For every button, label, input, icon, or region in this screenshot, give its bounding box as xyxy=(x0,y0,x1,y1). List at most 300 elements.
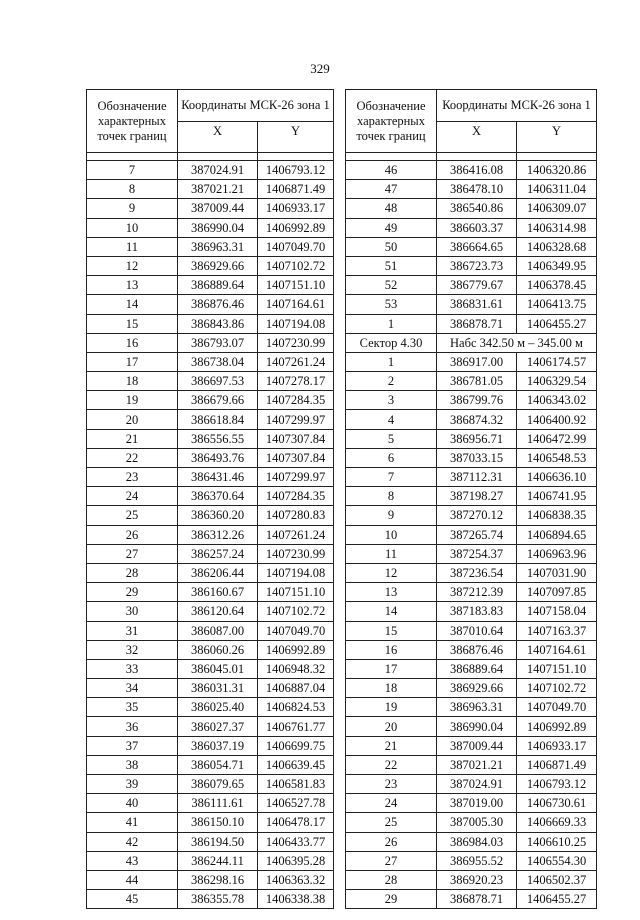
x-coordinate-cell: 387254.37 xyxy=(437,544,517,563)
point-id-cell: 4 xyxy=(346,410,437,429)
x-coordinate-cell: 386120.64 xyxy=(178,602,258,621)
y-coordinate-cell: 1406349.95 xyxy=(517,256,597,275)
table-row xyxy=(346,775,597,794)
y-coordinate-cell: 1406824.53 xyxy=(258,698,334,717)
table-row xyxy=(346,372,597,391)
y-coordinate-cell: 1406992.89 xyxy=(258,640,334,659)
point-id-cell: 42 xyxy=(87,832,178,851)
x-coordinate-cell: 386370.64 xyxy=(178,487,258,506)
table-row xyxy=(346,429,597,448)
point-id-cell: 53 xyxy=(346,295,437,314)
point-id-cell: 1 xyxy=(346,314,437,333)
y-coordinate-cell: 1407102.72 xyxy=(258,602,334,621)
table-row xyxy=(346,256,597,275)
y-coordinate-cell: 1406581.83 xyxy=(258,775,334,794)
point-id-cell: 3 xyxy=(346,391,437,410)
point-id-cell: 2 xyxy=(346,372,437,391)
table-row xyxy=(346,583,597,602)
point-id-cell: 38 xyxy=(87,755,178,774)
x-coordinate-cell: 387236.54 xyxy=(437,563,517,582)
point-id-cell: 11 xyxy=(87,237,178,256)
x-coordinate-cell: 386244.11 xyxy=(178,851,258,870)
x-coordinate-cell: 386257.24 xyxy=(178,544,258,563)
point-id-cell: 5 xyxy=(346,429,437,448)
table-row xyxy=(87,448,334,467)
y-coordinate-cell: 1406329.54 xyxy=(517,372,597,391)
y-coordinate-cell: 1407307.84 xyxy=(258,448,334,467)
x-coordinate-cell: 386618.84 xyxy=(178,410,258,429)
y-coordinate-cell: 1407151.10 xyxy=(258,583,334,602)
table-row xyxy=(87,563,334,582)
point-id-cell: 52 xyxy=(346,276,437,295)
table-row xyxy=(346,794,597,813)
x-coordinate-cell: 386194.50 xyxy=(178,832,258,851)
table-row xyxy=(346,698,597,717)
y-coordinate-cell: 1406730.61 xyxy=(517,794,597,813)
point-id-cell: 44 xyxy=(87,870,178,889)
x-coordinate-cell: 386929.66 xyxy=(178,256,258,275)
y-coordinate-cell: 1406314.98 xyxy=(517,218,597,237)
x-coordinate-cell: 386889.64 xyxy=(178,276,258,295)
y-coordinate-cell: 1406328.68 xyxy=(517,237,597,256)
y-coordinate-cell: 1406741.95 xyxy=(517,487,597,506)
x-coordinate-cell: 386889.64 xyxy=(437,659,517,678)
x-coordinate-cell: 386876.46 xyxy=(437,640,517,659)
table-body-right xyxy=(346,153,597,909)
x-coordinate-cell: 386929.66 xyxy=(437,679,517,698)
table-row xyxy=(87,410,334,429)
point-id-cell: 17 xyxy=(87,352,178,371)
x-coordinate-cell: 386963.31 xyxy=(178,237,258,256)
table-row xyxy=(346,736,597,755)
table-row xyxy=(87,813,334,832)
y-coordinate-cell: 1406933.17 xyxy=(258,199,334,218)
point-id-cell: 19 xyxy=(87,391,178,410)
header-y: Y xyxy=(517,122,597,153)
header-y: Y xyxy=(258,122,334,153)
table-row xyxy=(87,659,334,678)
x-coordinate-cell: 387212.39 xyxy=(437,583,517,602)
table-row xyxy=(346,333,597,352)
point-id-cell: 6 xyxy=(346,448,437,467)
y-coordinate-cell: 1407163.37 xyxy=(517,621,597,640)
point-id-cell: Сектор 4.30 xyxy=(346,333,437,352)
point-id-cell: 16 xyxy=(87,333,178,352)
table-row xyxy=(87,218,334,237)
table-row xyxy=(87,775,334,794)
y-coordinate-cell: 1406871.49 xyxy=(517,755,597,774)
point-id-cell: 10 xyxy=(346,525,437,544)
point-id-cell: 36 xyxy=(87,717,178,736)
table-row xyxy=(346,295,597,314)
y-coordinate-cell: 1406699.75 xyxy=(258,736,334,755)
x-coordinate-cell: 386664.65 xyxy=(437,237,517,256)
table-row xyxy=(87,698,334,717)
point-id-cell: 17 xyxy=(346,659,437,678)
page-number: 329 xyxy=(310,61,330,76)
table-row xyxy=(87,544,334,563)
point-id-cell: 25 xyxy=(346,813,437,832)
table-row xyxy=(346,468,597,487)
table-row xyxy=(346,237,597,256)
point-id-cell: 37 xyxy=(87,736,178,755)
table-row xyxy=(346,525,597,544)
point-id-cell: 9 xyxy=(87,199,178,218)
y-coordinate-cell: 1407164.61 xyxy=(258,295,334,314)
table-row xyxy=(87,391,334,410)
y-coordinate-cell: 1406343.02 xyxy=(517,391,597,410)
x-coordinate-cell: 386160.67 xyxy=(178,583,258,602)
point-id-cell: 18 xyxy=(346,679,437,698)
point-id-cell: 27 xyxy=(346,851,437,870)
table-row xyxy=(346,717,597,736)
table-row xyxy=(87,487,334,506)
header-point-label: Обозначение характерных точек границ xyxy=(346,90,437,153)
x-coordinate-cell: 386779.67 xyxy=(437,276,517,295)
point-id-cell: 7 xyxy=(346,468,437,487)
point-id-cell: 13 xyxy=(346,583,437,602)
y-coordinate-cell: 1406761.77 xyxy=(258,717,334,736)
y-coordinate-cell: 1407261.24 xyxy=(258,352,334,371)
point-id-cell: 27 xyxy=(87,544,178,563)
point-id-cell: 1 xyxy=(346,352,437,371)
table-row xyxy=(346,659,597,678)
x-coordinate-cell: 386876.46 xyxy=(178,295,258,314)
point-id-cell: 21 xyxy=(87,429,178,448)
table-row xyxy=(87,679,334,698)
table-row xyxy=(346,679,597,698)
x-coordinate-cell: 386955.52 xyxy=(437,851,517,870)
table-row xyxy=(87,199,334,218)
y-coordinate-cell: 1406455.27 xyxy=(517,314,597,333)
spacer-row xyxy=(346,153,597,161)
coordinates-table-right xyxy=(345,89,597,909)
table-row xyxy=(87,640,334,659)
point-id-cell: 12 xyxy=(346,563,437,582)
point-id-cell: 46 xyxy=(346,161,437,180)
table-row xyxy=(346,832,597,851)
x-coordinate-cell: 386990.04 xyxy=(178,218,258,237)
y-coordinate-cell: 1406413.75 xyxy=(517,295,597,314)
y-coordinate-cell: 1407284.35 xyxy=(258,487,334,506)
x-coordinate-cell: 386431.46 xyxy=(178,468,258,487)
point-id-cell: 39 xyxy=(87,775,178,794)
point-id-cell: 26 xyxy=(87,525,178,544)
point-id-cell: 14 xyxy=(346,602,437,621)
x-coordinate-cell: 387112.31 xyxy=(437,468,517,487)
table-row xyxy=(87,621,334,640)
y-coordinate-cell: 1406455.27 xyxy=(517,890,597,909)
y-coordinate-cell: 1406174.57 xyxy=(517,352,597,371)
point-id-cell: 21 xyxy=(346,736,437,755)
x-coordinate-cell: 386874.32 xyxy=(437,410,517,429)
x-coordinate-cell: 386556.55 xyxy=(178,429,258,448)
y-coordinate-cell: 1406400.92 xyxy=(517,410,597,429)
x-coordinate-cell: 386060.26 xyxy=(178,640,258,659)
table-row xyxy=(346,602,597,621)
x-coordinate-cell: 387021.21 xyxy=(437,755,517,774)
y-coordinate-cell: 1407299.97 xyxy=(258,410,334,429)
x-coordinate-cell: 386679.66 xyxy=(178,391,258,410)
y-coordinate-cell: 1406363.32 xyxy=(258,870,334,889)
point-id-cell: 22 xyxy=(87,448,178,467)
table-row xyxy=(346,410,597,429)
y-coordinate-cell: 1407307.84 xyxy=(258,429,334,448)
x-coordinate-cell: 386540.86 xyxy=(437,199,517,218)
y-coordinate-cell: 1407299.97 xyxy=(258,468,334,487)
x-coordinate-cell: 387024.91 xyxy=(178,161,258,180)
elevation-range-cell: Набс 342.50 м – 345.00 м xyxy=(437,333,597,352)
x-coordinate-cell: 387033.15 xyxy=(437,448,517,467)
x-coordinate-cell: 386984.03 xyxy=(437,832,517,851)
y-coordinate-cell: 1407278.17 xyxy=(258,372,334,391)
table-row xyxy=(87,372,334,391)
y-coordinate-cell: 1406887.04 xyxy=(258,679,334,698)
y-coordinate-cell: 1407284.35 xyxy=(258,391,334,410)
x-coordinate-cell: 387198.27 xyxy=(437,487,517,506)
x-coordinate-cell: 386956.71 xyxy=(437,429,517,448)
header-point-label: Обозначение характерных точек границ xyxy=(87,90,178,153)
x-coordinate-cell: 386150.10 xyxy=(178,813,258,832)
point-id-cell: 33 xyxy=(87,659,178,678)
point-id-cell: 18 xyxy=(87,372,178,391)
x-coordinate-cell: 386843.86 xyxy=(178,314,258,333)
y-coordinate-cell: 1407158.04 xyxy=(517,602,597,621)
table-row xyxy=(87,276,334,295)
y-coordinate-cell: 1406548.53 xyxy=(517,448,597,467)
x-coordinate-cell: 386831.61 xyxy=(437,295,517,314)
table-row xyxy=(346,391,597,410)
y-coordinate-cell: 1407280.83 xyxy=(258,506,334,525)
spacer-row xyxy=(87,153,334,161)
table-row xyxy=(87,525,334,544)
x-coordinate-cell: 386045.01 xyxy=(178,659,258,678)
point-id-cell: 20 xyxy=(87,410,178,429)
point-id-cell: 16 xyxy=(346,640,437,659)
table-row xyxy=(87,468,334,487)
x-coordinate-cell: 386963.31 xyxy=(437,698,517,717)
x-coordinate-cell: 386697.53 xyxy=(178,372,258,391)
table-row xyxy=(87,314,334,333)
table-row xyxy=(87,583,334,602)
table-row xyxy=(87,333,334,352)
table-row xyxy=(87,755,334,774)
header-coords-label: Координаты МСК-26 зона 1 xyxy=(178,90,334,122)
point-id-cell: 35 xyxy=(87,698,178,717)
y-coordinate-cell: 1406502.37 xyxy=(517,870,597,889)
x-coordinate-cell: 386781.05 xyxy=(437,372,517,391)
x-coordinate-cell: 386054.71 xyxy=(178,755,258,774)
table-body-left xyxy=(87,153,334,909)
x-coordinate-cell: 386312.26 xyxy=(178,525,258,544)
x-coordinate-cell: 386793.07 xyxy=(178,333,258,352)
table-row xyxy=(346,544,597,563)
point-id-cell: 29 xyxy=(87,583,178,602)
y-coordinate-cell: 1406338.38 xyxy=(258,890,334,909)
x-coordinate-cell: 387021.21 xyxy=(178,180,258,199)
y-coordinate-cell: 1406378.45 xyxy=(517,276,597,295)
x-coordinate-cell: 387010.64 xyxy=(437,621,517,640)
point-id-cell: 23 xyxy=(346,775,437,794)
y-coordinate-cell: 1406992.89 xyxy=(258,218,334,237)
x-coordinate-cell: 386878.71 xyxy=(437,890,517,909)
y-coordinate-cell: 1407097.85 xyxy=(517,583,597,602)
y-coordinate-cell: 1407102.72 xyxy=(258,256,334,275)
point-id-cell: 7 xyxy=(87,161,178,180)
point-id-cell: 24 xyxy=(346,794,437,813)
x-coordinate-cell: 386493.76 xyxy=(178,448,258,467)
point-id-cell: 47 xyxy=(346,180,437,199)
table-row xyxy=(87,352,334,371)
table-row xyxy=(87,237,334,256)
table-row xyxy=(346,487,597,506)
x-coordinate-cell: 386990.04 xyxy=(437,717,517,736)
table-row xyxy=(346,813,597,832)
y-coordinate-cell: 1407164.61 xyxy=(517,640,597,659)
x-coordinate-cell: 386878.71 xyxy=(437,314,517,333)
x-coordinate-cell: 387009.44 xyxy=(437,736,517,755)
point-id-cell: 32 xyxy=(87,640,178,659)
table-row xyxy=(87,794,334,813)
point-id-cell: 49 xyxy=(346,218,437,237)
table-row xyxy=(87,256,334,275)
point-id-cell: 20 xyxy=(346,717,437,736)
x-coordinate-cell: 386416.08 xyxy=(437,161,517,180)
point-id-cell: 13 xyxy=(87,276,178,295)
y-coordinate-cell: 1406838.35 xyxy=(517,506,597,525)
point-id-cell: 45 xyxy=(87,890,178,909)
table-row xyxy=(346,621,597,640)
table-row xyxy=(87,602,334,621)
x-coordinate-cell: 386723.73 xyxy=(437,256,517,275)
y-coordinate-cell: 1406933.17 xyxy=(517,736,597,755)
y-coordinate-cell: 1407151.10 xyxy=(258,276,334,295)
y-coordinate-cell: 1407049.70 xyxy=(517,698,597,717)
x-coordinate-cell: 386206.44 xyxy=(178,563,258,582)
y-coordinate-cell: 1406636.10 xyxy=(517,468,597,487)
table-row xyxy=(346,352,597,371)
point-id-cell: 11 xyxy=(346,544,437,563)
table-row xyxy=(87,736,334,755)
point-id-cell: 41 xyxy=(87,813,178,832)
x-coordinate-cell: 387183.83 xyxy=(437,602,517,621)
y-coordinate-cell: 1406527.78 xyxy=(258,794,334,813)
point-id-cell: 28 xyxy=(87,563,178,582)
point-id-cell: 10 xyxy=(87,218,178,237)
header-coords-label: Координаты МСК-26 зона 1 xyxy=(437,90,597,122)
y-coordinate-cell: 1406610.25 xyxy=(517,832,597,851)
x-coordinate-cell: 386360.20 xyxy=(178,506,258,525)
y-coordinate-cell: 1407230.99 xyxy=(258,333,334,352)
y-coordinate-cell: 1406963.96 xyxy=(517,544,597,563)
y-coordinate-cell: 1407194.08 xyxy=(258,563,334,582)
y-coordinate-cell: 1406478.17 xyxy=(258,813,334,832)
point-id-cell: 34 xyxy=(87,679,178,698)
point-id-cell: 51 xyxy=(346,256,437,275)
table-row xyxy=(346,870,597,889)
y-coordinate-cell: 1407151.10 xyxy=(517,659,597,678)
x-coordinate-cell: 386087.00 xyxy=(178,621,258,640)
table-row xyxy=(87,161,334,180)
point-id-cell: 28 xyxy=(346,870,437,889)
x-coordinate-cell: 386920.23 xyxy=(437,870,517,889)
point-id-cell: 14 xyxy=(87,295,178,314)
x-coordinate-cell: 386025.40 xyxy=(178,698,258,717)
table-row xyxy=(346,851,597,870)
point-id-cell: 12 xyxy=(87,256,178,275)
x-coordinate-cell: 387019.00 xyxy=(437,794,517,813)
y-coordinate-cell: 1406871.49 xyxy=(258,180,334,199)
point-id-cell: 40 xyxy=(87,794,178,813)
table-row xyxy=(87,717,334,736)
x-coordinate-cell: 386478.10 xyxy=(437,180,517,199)
x-coordinate-cell: 386603.37 xyxy=(437,218,517,237)
y-coordinate-cell: 1406554.30 xyxy=(517,851,597,870)
point-id-cell: 19 xyxy=(346,698,437,717)
table-row xyxy=(87,295,334,314)
coordinates-table-left xyxy=(86,89,334,909)
x-coordinate-cell: 386037.19 xyxy=(178,736,258,755)
table-row xyxy=(346,506,597,525)
x-coordinate-cell: 386799.76 xyxy=(437,391,517,410)
y-coordinate-cell: 1406639.45 xyxy=(258,755,334,774)
table-row xyxy=(346,890,597,909)
table-row xyxy=(346,199,597,218)
table-row xyxy=(87,851,334,870)
point-id-cell: 8 xyxy=(346,487,437,506)
x-coordinate-cell: 386111.61 xyxy=(178,794,258,813)
x-coordinate-cell: 386298.16 xyxy=(178,870,258,889)
point-id-cell: 25 xyxy=(87,506,178,525)
table-row xyxy=(346,218,597,237)
y-coordinate-cell: 1407049.70 xyxy=(258,237,334,256)
table-row xyxy=(346,314,597,333)
y-coordinate-cell: 1407031.90 xyxy=(517,563,597,582)
x-coordinate-cell: 387009.44 xyxy=(178,199,258,218)
x-coordinate-cell: 387265.74 xyxy=(437,525,517,544)
y-coordinate-cell: 1406309.07 xyxy=(517,199,597,218)
y-coordinate-cell: 1406472.99 xyxy=(517,429,597,448)
header-x: X xyxy=(178,122,258,153)
y-coordinate-cell: 1406793.12 xyxy=(258,161,334,180)
table-row xyxy=(87,180,334,199)
x-coordinate-cell: 387005.30 xyxy=(437,813,517,832)
y-coordinate-cell: 1406320.86 xyxy=(517,161,597,180)
y-coordinate-cell: 1406311.04 xyxy=(517,180,597,199)
y-coordinate-cell: 1407194.08 xyxy=(258,314,334,333)
point-id-cell: 48 xyxy=(346,199,437,218)
point-id-cell: 15 xyxy=(346,621,437,640)
y-coordinate-cell: 1407261.24 xyxy=(258,525,334,544)
point-id-cell: 29 xyxy=(346,890,437,909)
x-coordinate-cell: 386917.00 xyxy=(437,352,517,371)
table-row xyxy=(87,832,334,851)
point-id-cell: 43 xyxy=(87,851,178,870)
point-id-cell: 15 xyxy=(87,314,178,333)
point-id-cell: 23 xyxy=(87,468,178,487)
table-row xyxy=(87,429,334,448)
y-coordinate-cell: 1406948.32 xyxy=(258,659,334,678)
y-coordinate-cell: 1406793.12 xyxy=(517,775,597,794)
x-coordinate-cell: 386738.04 xyxy=(178,352,258,371)
point-id-cell: 26 xyxy=(346,832,437,851)
point-id-cell: 9 xyxy=(346,506,437,525)
y-coordinate-cell: 1407230.99 xyxy=(258,544,334,563)
y-coordinate-cell: 1407049.70 xyxy=(258,621,334,640)
x-coordinate-cell: 386355.78 xyxy=(178,890,258,909)
point-id-cell: 50 xyxy=(346,237,437,256)
table-row xyxy=(346,161,597,180)
